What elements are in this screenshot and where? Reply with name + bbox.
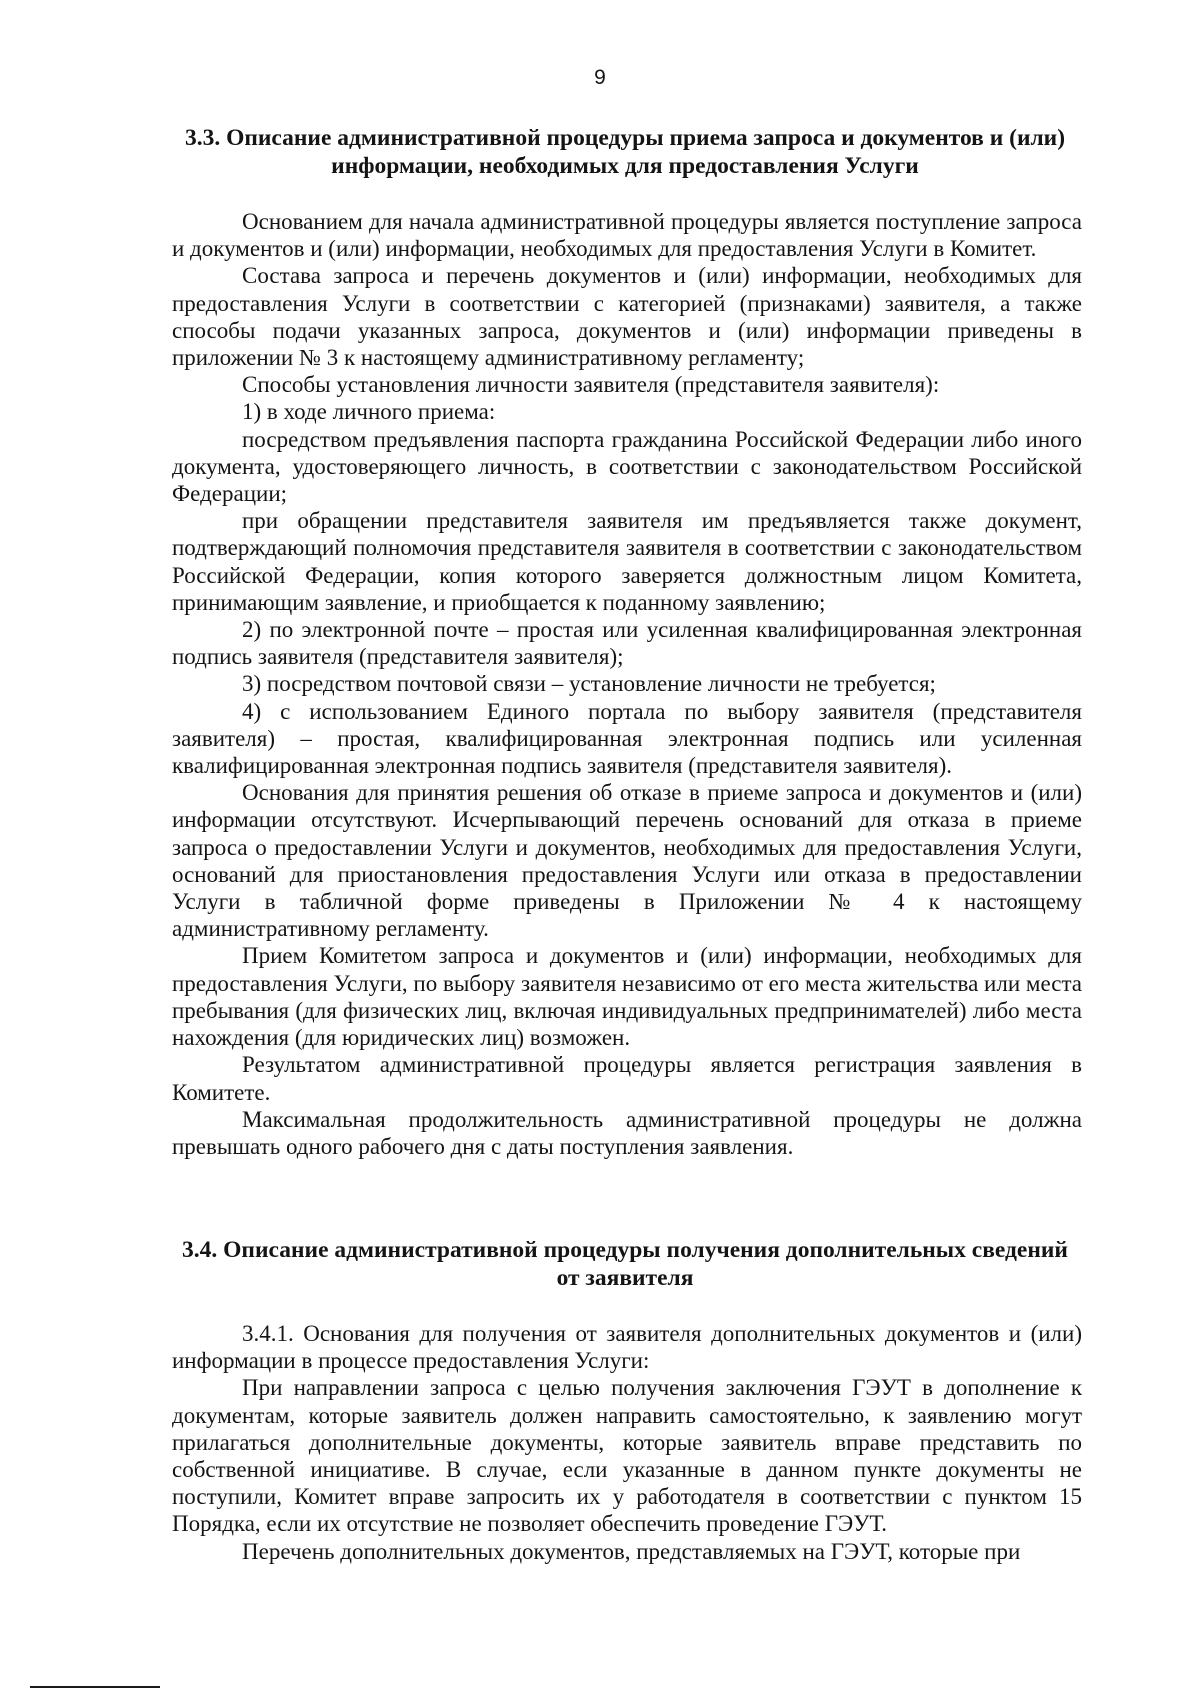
section-3-4-heading: 3.4. Описание административной процедуры получения дополнительных сведений от заявителя [182,1237,1068,1291]
section-3-4-body [172,1320,1082,1565]
section-3-3-body [172,208,1082,1160]
paragraph: При направлении запроса с целью получения заключения ГЭУТ в дополнение к документам, которые заявитель должен направить самостоятельно, к заявлению могут прилагаться дополнительные документы, которые заявитель вправе представить по собственной инициативе. В случае, если указанные в данном пункте документы не поступили, Комитет вправе запросить их у работодателя в соответствии с пунктом 15 Порядка, если их отсутствие не позволяет обеспечить проведение ГЭУТ. [172,1375,1082,1537]
footer-rule [30,1686,160,1688]
paragraph: Результатом административной процедуры является регистрация заявления в Комитете. [172,1052,1082,1105]
paragraph: 1) в ходе личного приема: [242,399,496,425]
paragraph: Максимальная продолжительность административной процедуры не должна превышать одного рабочего дня с даты поступления заявления. [172,1106,1082,1159]
paragraph: Прием Комитетом запроса и документов и (или) информации, необходимых для предоставления Услуги, по выбору заявителя независимо от его места жительства или места пребывания (для физических лиц, включая индивидуальных предпринимателей) либо места нахождения (для юридических лиц) возможен. [172,943,1082,1051]
section-3-3-heading: 3.3. Описание административной процедуры приема запроса и документов и (или) информации, необходимых для предоставления Услуги [184,125,1066,179]
paragraph: Состава запроса и перечень документов и (или) информации, необходимых для предоставления Услуги в соответствии с категорией (признаками) заявителя, а также способы подачи указанных запроса, документов и (или) информации приведены в приложении № 3 к настоящему административному регламенту; [172,263,1082,371]
paragraph: Основанием для начала административной процедуры является поступление запроса и документов и (или) информации, необходимых для предоставления Услуги в Комитет. [172,209,1082,262]
paragraph: посредством предъявления паспорта гражданина Российской Федерации либо иного документа, удостоверяющего личность, в соответствии с законодательством Российской Федерации; [172,426,1082,507]
paragraph: 3) посредством почтовой связи – установление личности не требуется; [242,671,936,697]
paragraph: при обращении представителя заявителя им предъявляется также документ, подтверждающий полномочия представителя заявителя в соответствии с законодательством Российской Федерации, копия которого заверяется должностным лицом Комитета, принимающим заявление, и приобщается к поданному заявлению; [172,508,1082,615]
paragraph: 3.4.1. Основания для получения от заявителя дополнительных документов и (или) информации в процессе предоставления Услуги: [172,1321,1082,1374]
paragraph: 2) по электронной почте – простая или усиленная квалифицированная электронная подпись заявителя (представителя заявителя); [172,617,1082,670]
paragraph: Способы установления личности заявителя (представителя заявителя): [242,372,940,398]
page-number: 9 [594,66,606,89]
paragraph: Основания для принятия решения об отказе в приеме запроса и документов и (или) информации отсутствуют. Исчерпывающий перечень оснований для отказа в приеме запроса о предоставлении Услуги и документов, необходимых для предоставления Услуги, оснований для приостановления предоставления Услуги или отказа в предоставлении Услуги в табличной форме приведены в Приложении № 4 к настоящему административному регламенту. [172,780,1082,942]
paragraph: 4) с использованием Единого портала по выбору заявителя (представителя заявителя) – простая, квалифицированная электронная подпись или усиленная квалифицированная электронная подпись заявителя (представителя заявителя). [172,698,1082,779]
paragraph: Перечень дополнительных документов, представляемых на ГЭУТ, которые при [242,1538,1021,1564]
